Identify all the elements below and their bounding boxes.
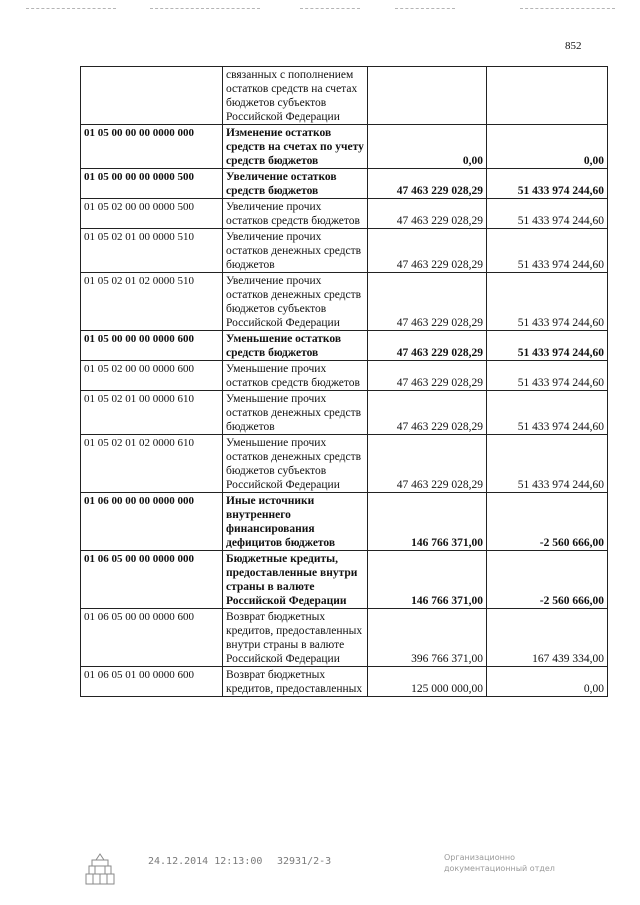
row-value-2: -2 560 666,00: [487, 551, 608, 609]
row-value-1: 0,00: [368, 125, 487, 169]
row-name: Уменьшение прочих остатков средств бюджетов: [223, 361, 368, 391]
registration-datetime: 24.12.2014 12:13:00: [148, 856, 263, 867]
row-code: 01 05 00 00 00 0000 600: [81, 331, 223, 361]
row-value-2: [487, 67, 608, 125]
row-value-1: 146 766 371,00: [368, 493, 487, 551]
table-row: [81, 331, 608, 361]
row-value-1: 47 463 229 028,29: [368, 391, 487, 435]
table-row: [81, 609, 608, 667]
table-row: [81, 551, 608, 609]
row-value-2: 51 433 974 244,60: [487, 361, 608, 391]
document-footer: [0, 852, 640, 892]
row-name: Иные источники внутреннего финансирования дефицитов бюджетов: [223, 493, 368, 551]
scan-artifact-line: [150, 8, 260, 9]
row-value-1: 47 463 229 028,29: [368, 273, 487, 331]
row-value-1: 47 463 229 028,29: [368, 331, 487, 361]
row-name: Изменение остатков средств на счетах по учету средств бюджетов: [223, 125, 368, 169]
row-name: Увеличение остатков средств бюджетов: [223, 169, 368, 199]
row-value-2: 51 433 974 244,60: [487, 435, 608, 493]
row-code: [81, 67, 223, 125]
scan-artifact-line: [300, 8, 360, 9]
row-value-2: 51 433 974 244,60: [487, 391, 608, 435]
table-row: [81, 493, 608, 551]
table-row: [81, 273, 608, 331]
row-code: 01 06 05 00 00 0000 000: [81, 551, 223, 609]
row-name: Бюджетные кредиты, предоставленные внутри страны в валюте Российской Федерации: [223, 551, 368, 609]
row-code: 01 05 02 01 00 0000 610: [81, 391, 223, 435]
table-row: [81, 125, 608, 169]
row-value-2: 51 433 974 244,60: [487, 331, 608, 361]
row-name: Увеличение прочих остатков средств бюджетов: [223, 199, 368, 229]
row-value-2: 0,00: [487, 667, 608, 697]
row-name: Возврат бюджетных кредитов, предоставленных внутри страны в валюте Российской Федерации: [223, 609, 368, 667]
row-name: Уменьшение остатков средств бюджетов: [223, 331, 368, 361]
scan-artifact-line: [26, 8, 116, 9]
registration-number: 32931/2-3: [277, 856, 332, 867]
row-value-1: 146 766 371,00: [368, 551, 487, 609]
row-value-1: 47 463 229 028,29: [368, 229, 487, 273]
department-stamp-line-1: Организационно: [444, 853, 515, 862]
row-code: 01 06 05 01 00 0000 600: [81, 667, 223, 697]
row-value-1: 47 463 229 028,29: [368, 435, 487, 493]
table-row: [81, 67, 608, 125]
row-value-1: 125 000 000,00: [368, 667, 487, 697]
department-stamp: [444, 852, 555, 874]
scan-artifact-line: [520, 8, 615, 9]
table-row: [81, 391, 608, 435]
row-code: 01 05 02 01 00 0000 510: [81, 229, 223, 273]
budget-sources-table: [80, 66, 608, 697]
row-value-1: 396 766 371,00: [368, 609, 487, 667]
page-number: 852: [565, 40, 582, 52]
row-value-1: 47 463 229 028,29: [368, 361, 487, 391]
emblem-seal-icon: [84, 852, 116, 888]
row-name: Уменьшение прочих остатков денежных средств бюджетов субъектов Российской Федерации: [223, 435, 368, 493]
row-value-2: -2 560 666,00: [487, 493, 608, 551]
table-row: [81, 229, 608, 273]
row-value-2: 51 433 974 244,60: [487, 229, 608, 273]
row-name: Уменьшение прочих остатков денежных средств бюджетов: [223, 391, 368, 435]
row-code: 01 05 02 01 02 0000 510: [81, 273, 223, 331]
department-stamp-line-2: документационный отдел: [444, 864, 555, 873]
row-name: Возврат бюджетных кредитов, предоставленных: [223, 667, 368, 697]
row-code: 01 05 00 00 00 0000 000: [81, 125, 223, 169]
row-value-1: 47 463 229 028,29: [368, 169, 487, 199]
table-row: [81, 199, 608, 229]
row-value-1: [368, 67, 487, 125]
table-row: [81, 361, 608, 391]
row-value-2: 51 433 974 244,60: [487, 199, 608, 229]
row-value-2: 51 433 974 244,60: [487, 273, 608, 331]
row-code: 01 05 00 00 00 0000 500: [81, 169, 223, 199]
row-code: 01 05 02 00 00 0000 600: [81, 361, 223, 391]
row-value-2: 51 433 974 244,60: [487, 169, 608, 199]
row-code: 01 06 05 00 00 0000 600: [81, 609, 223, 667]
row-code: 01 05 02 00 00 0000 500: [81, 199, 223, 229]
row-value-2: 167 439 334,00: [487, 609, 608, 667]
row-code: 01 06 00 00 00 0000 000: [81, 493, 223, 551]
table-row: [81, 667, 608, 697]
row-code: 01 05 02 01 02 0000 610: [81, 435, 223, 493]
scan-artifact-line: [395, 8, 455, 9]
table-row: [81, 169, 608, 199]
table-row: [81, 435, 608, 493]
row-value-2: 0,00: [487, 125, 608, 169]
row-name: Увеличение прочих остатков денежных средств бюджетов: [223, 229, 368, 273]
row-name: Увеличение прочих остатков денежных средств бюджетов субъектов Российской Федерации: [223, 273, 368, 331]
row-value-1: 47 463 229 028,29: [368, 199, 487, 229]
row-name: связанных с пополнением остатков средств на счетах бюджетов субъектов Российской Федерации: [223, 67, 368, 125]
